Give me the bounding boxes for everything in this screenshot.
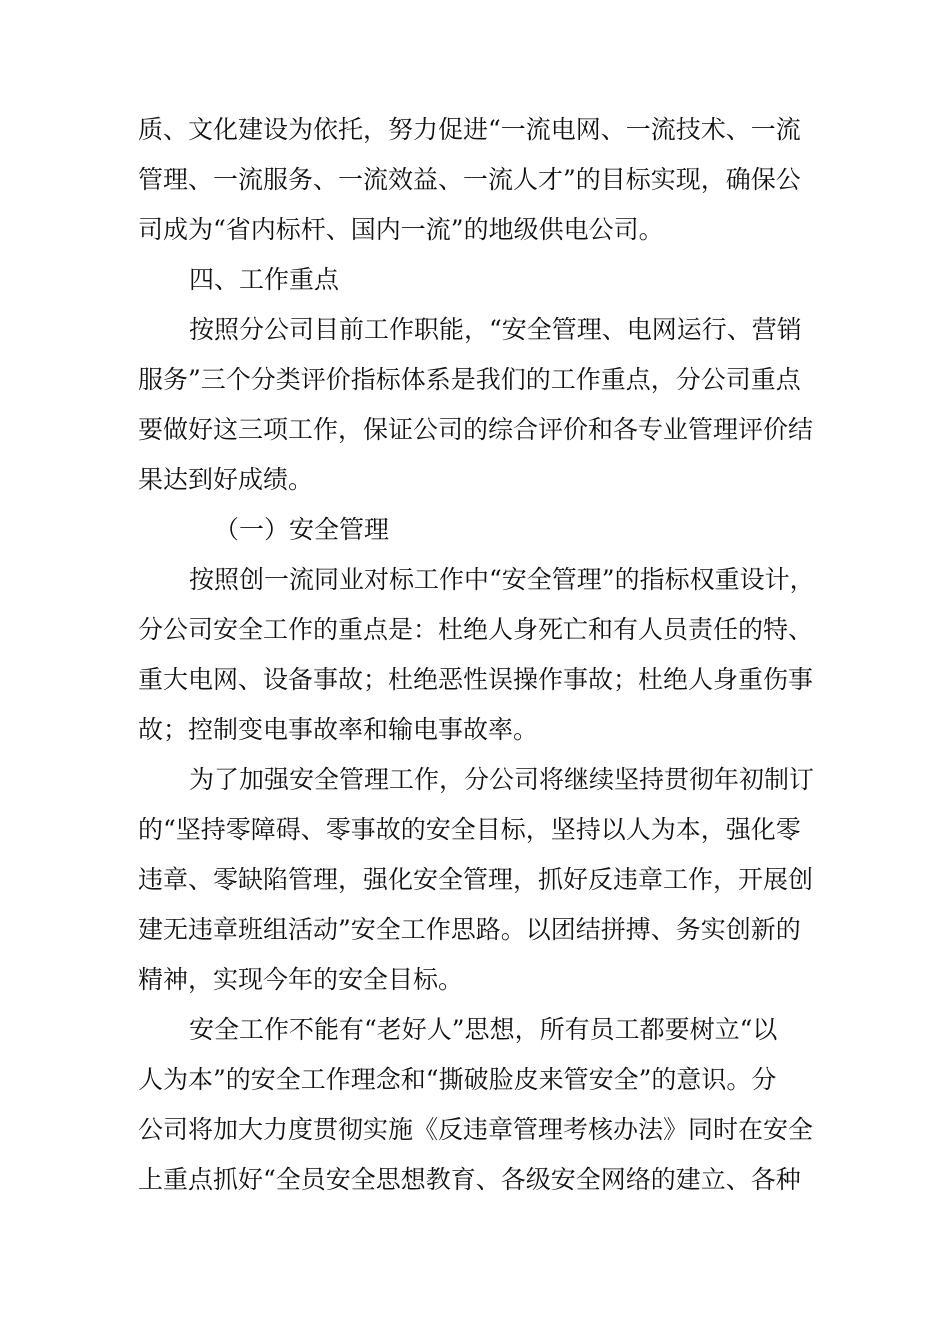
text-line: 公司将加大力度贯彻实施《反违章管理考核办法》同时在安全 xyxy=(138,1115,814,1144)
text-line: 的“坚持零障碍、零事故的安全目标，坚持以人为本，强化零 xyxy=(138,815,801,844)
text-line: 违章、零缺陷管理，强化安全管理，抓好反违章工作，开展创 xyxy=(138,865,814,894)
text-line: 精神，实现今年的安全目标。 xyxy=(138,965,464,994)
subsection-heading: （一）安全管理 xyxy=(214,515,390,544)
text-line: 故；控制变电事故率和输电事故率。 xyxy=(138,715,539,744)
text-line: 服务”三个分类评价指标体系是我们的工作重点，分公司重点 xyxy=(138,365,801,394)
text-line: 质、文化建设为依托，努力促进“一流电网、一流技术、一流 xyxy=(138,115,801,144)
text-line: 要做好这三项工作，保证公司的综合评价和各专业管理评价结 xyxy=(138,415,814,444)
text-line: 上重点抓好“全员安全思想教育、各级安全网络的建立、各种 xyxy=(138,1165,801,1194)
text-line: 管理、一流服务、一流效益、一流人才”的目标实现，确保公 xyxy=(138,165,801,194)
text-line: 建无违章班组活动”安全工作思路。以团结拼搏、务实创新的 xyxy=(138,915,801,944)
text-line: 重大电网、设备事故；杜绝恶性误操作事故；杜绝人身重伤事 xyxy=(138,665,814,694)
text-line: 安全工作不能有“老好人”思想，所有员工都要树立“以 xyxy=(189,1015,778,1044)
text-line: 按照分公司目前工作职能，“安全管理、电网运行、营销 xyxy=(189,315,802,344)
section-heading: 四、工作重点 xyxy=(189,265,340,294)
text-line: 分公司安全工作的重点是：杜绝人身死亡和有人员责任的特、 xyxy=(138,615,814,644)
text-line: 人为本”的安全工作理念和“撕破脸皮来管安全”的意识。分 xyxy=(138,1065,777,1094)
text-line: 果达到好成绩。 xyxy=(138,465,314,494)
text-line: 司成为“省内标杆、国内一流”的地级供电公司。 xyxy=(138,215,664,244)
text-line: 按照创一流同业对标工作中“安全管理”的指标权重设计， xyxy=(189,565,815,594)
text-line: 为了加强安全管理工作，分公司将继续坚持贯彻年初制订 xyxy=(189,765,815,794)
